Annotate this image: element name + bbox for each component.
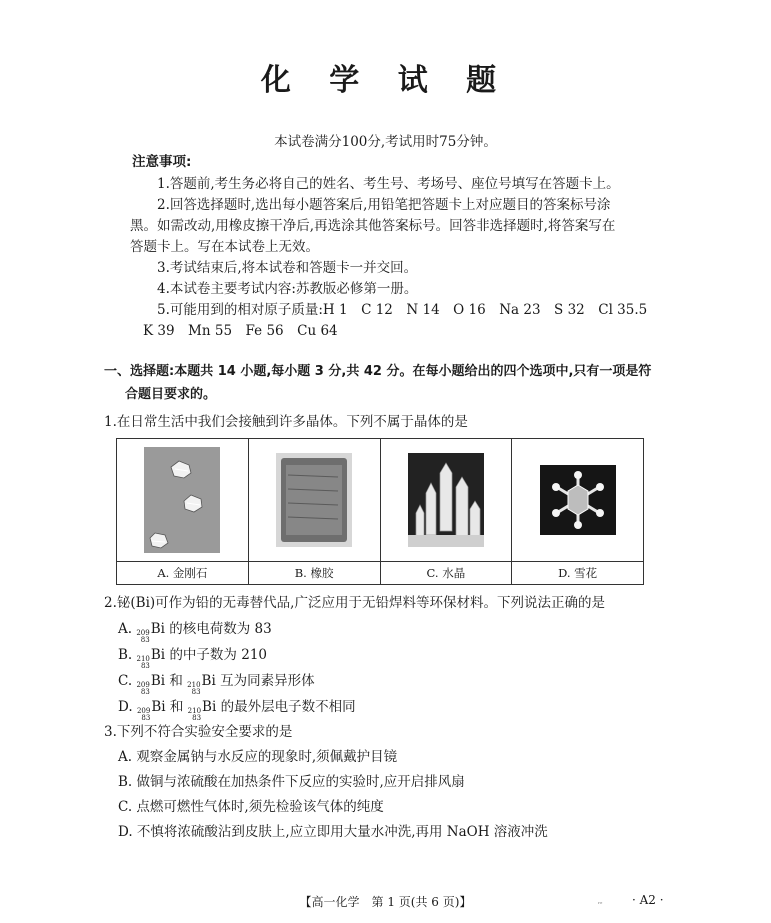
isotope-numbers bbox=[136, 682, 149, 696]
notice-heading: 注意事项: bbox=[132, 154, 192, 170]
section-heading: 一、选择题:本题共 14 小题,每小题 3 分,共 42 分。在每小题给出的四个选项中,只有一项是符 bbox=[104, 364, 652, 379]
atomic-number: 83 bbox=[192, 714, 202, 722]
option-letter: D. bbox=[118, 699, 133, 715]
exam-intro: 本试卷满分100分,考试用时75分钟。 bbox=[274, 134, 497, 150]
option-connector: 和 bbox=[169, 699, 184, 715]
page-code: · A2 · bbox=[632, 893, 664, 907]
notice-item: 黑。如需改动,用橡皮擦干净后,再选涂其他答案标号。回答非选择题时,将答案写在 bbox=[130, 218, 616, 234]
option-text: 的核电荷数为 83 bbox=[169, 621, 272, 637]
isotope-numbers bbox=[137, 656, 150, 670]
option-letter: B. bbox=[118, 647, 133, 663]
page-footer: 【高一化学 第 1 页(共 6 页)】 bbox=[299, 895, 472, 909]
q3-stem: 3.下列不符合实验安全要求的是 bbox=[104, 724, 293, 740]
isotope-numbers bbox=[136, 630, 149, 644]
mass-number: 210 bbox=[136, 655, 150, 663]
element-symbol: Bi bbox=[150, 621, 165, 637]
notice-item: K 39 Mn 55 Fe 56 Cu 64 bbox=[143, 323, 338, 339]
element-symbol: Bi bbox=[150, 647, 166, 663]
option-connector: 和 bbox=[169, 673, 183, 689]
q3-option-c: C. 点燃可燃性气体时,须先检验该气体的纯度 bbox=[118, 799, 384, 815]
notice-item: 3.考试结束后,将本试卷和答题卡一并交回。 bbox=[157, 260, 418, 276]
q1-option-a: A. 金刚石 bbox=[117, 562, 249, 585]
mass-number: 209 bbox=[136, 681, 150, 689]
notice-item: 2.回答选择题时,选出每小题答案后,用铅笔把答题卡上对应题目的答案标号涂 bbox=[157, 197, 611, 213]
q1-option-d: D. 雪花 bbox=[512, 562, 644, 585]
notice-item: 5.可能用到的相对原子质量:H 1 C 12 N 14 O 16 Na 23 S 32 Cl 35.5 bbox=[157, 302, 648, 318]
snowflake-photo bbox=[540, 465, 616, 535]
atomic-number: 83 bbox=[140, 688, 150, 696]
page-title: 化 学 试 题 bbox=[260, 63, 511, 98]
option-letter: C. bbox=[118, 673, 133, 689]
q1-option-b: B. 橡胶 bbox=[248, 562, 380, 585]
option-text: 互为同素异形体 bbox=[220, 673, 315, 689]
notice-item: 答题卡上。写在本试卷上无效。 bbox=[130, 239, 319, 255]
q2-option-a bbox=[118, 619, 272, 644]
atomic-number: 83 bbox=[141, 714, 151, 722]
atomic-number: 83 bbox=[140, 636, 150, 644]
option-text: 的最外层电子数不相同 bbox=[220, 699, 356, 715]
quartz-crystal-photo bbox=[408, 453, 484, 547]
isotope-numbers bbox=[188, 708, 201, 722]
q1-stem: 1.在日常生活中我们会接触到许多晶体。下列不属于晶体的是 bbox=[104, 414, 468, 430]
q2-stem: 2.铋(Bi)可作为铅的无毒替代品,广泛应用于无铅焊料等环保材料。下列说法正确的是 bbox=[104, 595, 605, 611]
rubber-photo bbox=[276, 453, 352, 547]
mass-number: 209 bbox=[136, 629, 150, 637]
q1-cell-b bbox=[248, 439, 380, 562]
q3-option-b: B. 做铜与浓硫酸在加热条件下反应的实验时,应开启排风扇 bbox=[118, 774, 465, 790]
q1-option-c: C. 水晶 bbox=[380, 562, 512, 585]
element-symbol: Bi bbox=[151, 699, 166, 715]
option-text: 的中子数为 210 bbox=[169, 647, 267, 663]
diamond-photo bbox=[144, 447, 220, 553]
isotope-numbers bbox=[187, 682, 200, 696]
q1-cell-a bbox=[117, 439, 249, 562]
element-symbol: Bi bbox=[150, 673, 166, 689]
q1-cell-c bbox=[380, 439, 512, 562]
q3-option-a: A. 观察金属钠与水反应的现象时,须佩戴护目镜 bbox=[118, 749, 398, 765]
q1-cell-d bbox=[512, 439, 644, 562]
section-heading-cont: 合题目要求的。 bbox=[125, 387, 217, 402]
q2-option-c bbox=[118, 671, 315, 696]
mass-number: 210 bbox=[187, 681, 201, 689]
q3-option-d: D. 不慎将浓硫酸沾到皮肤上,应立即用大量水冲洗,再用 NaOH 溶液冲洗 bbox=[118, 824, 548, 840]
element-symbol: Bi bbox=[202, 699, 217, 715]
q1-options-table bbox=[116, 438, 644, 585]
mass-number: 209 bbox=[136, 707, 151, 715]
q2-option-b bbox=[118, 645, 267, 670]
option-letter: A. bbox=[118, 621, 133, 637]
q2-option-d bbox=[118, 697, 356, 722]
notice-item: 1.答题前,考生务必将自己的姓名、考生号、考场号、座位号填写在答题卡上。 bbox=[157, 176, 620, 192]
element-symbol: Bi bbox=[201, 673, 216, 689]
atomic-number: 83 bbox=[191, 688, 201, 696]
atomic-number: 83 bbox=[140, 662, 150, 670]
print-mark: ᵣₑ bbox=[598, 899, 603, 906]
isotope-numbers bbox=[137, 708, 150, 722]
notice-item: 4.本试卷主要考试内容:苏教版必修第一册。 bbox=[157, 281, 418, 297]
mass-number: 210 bbox=[187, 707, 202, 715]
